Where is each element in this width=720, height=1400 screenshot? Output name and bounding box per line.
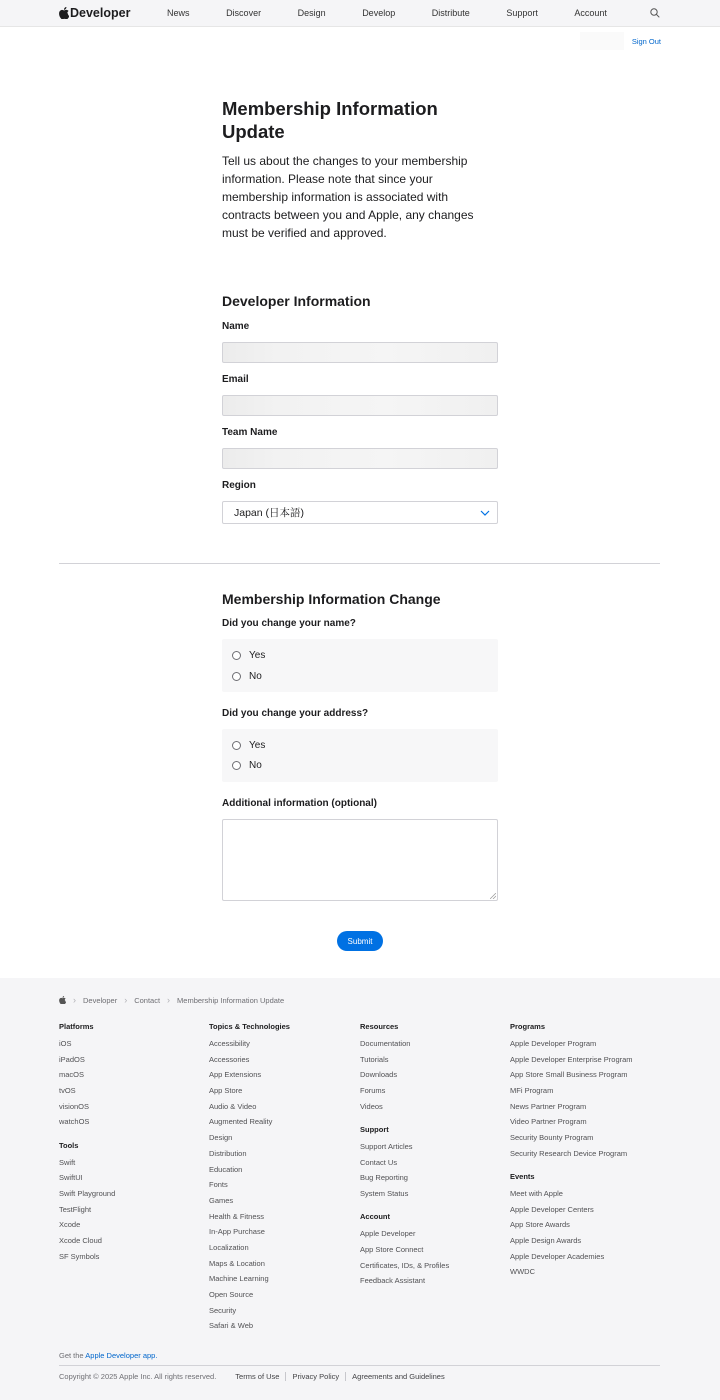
radio-button[interactable] bbox=[232, 741, 241, 750]
region-value: Japan (日本語) bbox=[234, 507, 305, 519]
nav-news[interactable]: News bbox=[167, 8, 190, 18]
radio-button[interactable] bbox=[232, 651, 241, 660]
footer-link[interactable]: Meet with Apple bbox=[510, 1189, 563, 1198]
footer-link[interactable]: Fonts bbox=[209, 1180, 228, 1190]
footer-link[interactable]: MFi Program bbox=[510, 1086, 554, 1096]
footer-link[interactable]: Tutorials bbox=[360, 1054, 389, 1064]
footer-link[interactable]: Design bbox=[209, 1133, 233, 1143]
team-name-label: Team Name bbox=[222, 427, 278, 438]
footer-link[interactable]: Games bbox=[209, 1195, 234, 1205]
footer-link[interactable]: In-App Purchase bbox=[209, 1227, 265, 1237]
name-field[interactable] bbox=[222, 342, 498, 363]
nav-discover[interactable]: Discover bbox=[226, 8, 262, 18]
footer-link[interactable]: macOS bbox=[59, 1070, 85, 1080]
chevron-down-icon bbox=[479, 507, 491, 519]
brand-label: Developer bbox=[70, 6, 131, 20]
footer-link[interactable]: Safari & Web bbox=[209, 1321, 254, 1331]
footer-link[interactable]: iOS bbox=[59, 1039, 72, 1048]
footer-link[interactable]: News Partner Program bbox=[510, 1101, 587, 1111]
chevron-right-icon: › bbox=[73, 995, 76, 1005]
membership-change-heading: Membership Information Change bbox=[222, 591, 441, 607]
footer-divider bbox=[59, 1365, 660, 1366]
footer-link[interactable]: TestFlight bbox=[59, 1204, 92, 1214]
footer-link[interactable]: SwiftUI bbox=[59, 1173, 83, 1183]
submit-button[interactable]: Submit bbox=[337, 931, 383, 951]
breadcrumb-contact[interactable]: Contact bbox=[134, 995, 161, 1005]
footer-column-topics bbox=[209, 1022, 290, 1336]
footer-link[interactable]: visionOS bbox=[59, 1101, 90, 1111]
footer-link[interactable]: App Store bbox=[209, 1086, 243, 1096]
address-change-yes-option[interactable] bbox=[232, 740, 265, 751]
chevron-right-icon: › bbox=[124, 995, 128, 1005]
footer-link[interactable]: Machine Learning bbox=[209, 1274, 269, 1284]
apple-logo-icon bbox=[59, 7, 69, 19]
footer-link[interactable]: Apple Developer Enterprise Program bbox=[510, 1054, 633, 1064]
nav-develop[interactable]: Develop bbox=[362, 8, 396, 18]
nav-distribute[interactable]: Distribute bbox=[431, 8, 470, 18]
chevron-right-icon: › bbox=[167, 995, 171, 1005]
footer-link[interactable]: Apple Developer Program bbox=[510, 1039, 597, 1048]
breadcrumb-developer[interactable]: Developer bbox=[83, 995, 118, 1005]
footer-link[interactable]: Forums bbox=[360, 1086, 386, 1096]
legal-bar bbox=[59, 1372, 451, 1381]
footer-heading-resources: Resources bbox=[360, 1022, 399, 1031]
radio-label: No bbox=[249, 760, 262, 771]
copyright: Copyright © 2025 Apple Inc. All rights reserved. bbox=[59, 1372, 217, 1381]
footer-column-programs bbox=[510, 1022, 633, 1282]
account-bar bbox=[580, 32, 661, 50]
footer-link[interactable]: iPadOS bbox=[59, 1054, 85, 1064]
footer-heading-account: Account bbox=[360, 1212, 390, 1222]
address-change-question: Did you change your address? bbox=[222, 708, 369, 719]
footer-link[interactable]: Localization bbox=[209, 1242, 249, 1252]
footer-link[interactable]: Videos bbox=[360, 1101, 383, 1111]
footer-link[interactable]: Bug Reporting bbox=[360, 1173, 408, 1183]
footer-link[interactable]: Support Articles bbox=[360, 1141, 413, 1151]
nav-account[interactable]: Account bbox=[574, 8, 607, 18]
footer-link[interactable]: Apple Design Awards bbox=[510, 1236, 582, 1246]
footer-link[interactable]: App Store Connect bbox=[360, 1244, 424, 1254]
footer-link[interactable]: watchOS bbox=[59, 1117, 90, 1127]
region-select[interactable] bbox=[222, 501, 498, 524]
agreements-link[interactable]: Agreements and Guidelines bbox=[345, 1372, 451, 1381]
footer-link[interactable]: Accessibility bbox=[209, 1039, 250, 1048]
footer bbox=[0, 978, 720, 1400]
footer-link[interactable]: System Status bbox=[360, 1189, 409, 1198]
name-change-no-option[interactable] bbox=[232, 671, 262, 682]
footer-link[interactable]: Security Research Device Program bbox=[510, 1148, 628, 1158]
footer-heading-support: Support bbox=[360, 1124, 389, 1134]
footer-link[interactable]: Documentation bbox=[360, 1039, 411, 1048]
footer-link[interactable]: Video Partner Program bbox=[510, 1117, 587, 1127]
footer-link[interactable]: Security Bounty Program bbox=[510, 1133, 594, 1143]
search-icon[interactable] bbox=[649, 7, 661, 19]
footer-link[interactable]: Apple Developer Centers bbox=[510, 1204, 594, 1214]
terms-of-use-link[interactable]: Terms of Use bbox=[235, 1372, 280, 1381]
address-change-radio-group bbox=[222, 729, 498, 782]
get-app-prefix: Get the bbox=[59, 1351, 84, 1360]
additional-info-textarea[interactable] bbox=[222, 819, 498, 901]
nav-design[interactable]: Design bbox=[297, 8, 326, 18]
footer-link[interactable]: Xcode Cloud bbox=[59, 1236, 102, 1246]
additional-info-label: Additional information (optional) bbox=[222, 798, 377, 809]
name-change-radio-group bbox=[222, 639, 498, 692]
footer-link[interactable]: Health & Fitness bbox=[209, 1211, 265, 1221]
footer-link[interactable]: Security bbox=[209, 1305, 237, 1315]
get-app-link[interactable]: Apple Developer app. bbox=[85, 1351, 158, 1360]
footer-link[interactable]: Swift Playground bbox=[59, 1189, 116, 1198]
name-change-yes-option[interactable] bbox=[232, 650, 265, 661]
footer-link[interactable]: Distribution bbox=[209, 1148, 247, 1158]
resize-grip-icon[interactable] bbox=[490, 893, 496, 899]
breadcrumb-current: Membership Information Update bbox=[177, 995, 285, 1005]
nav-support[interactable]: Support bbox=[506, 8, 538, 18]
page-title: Membership Information Update bbox=[222, 98, 438, 142]
footer-link[interactable]: Augmented Reality bbox=[209, 1117, 273, 1127]
region-label: Region bbox=[222, 480, 256, 491]
footer-link[interactable]: Apple Developer bbox=[360, 1229, 416, 1239]
footer-heading-platforms: Platforms bbox=[59, 1022, 94, 1031]
footer-heading-programs: Programs bbox=[510, 1022, 546, 1031]
account-name-placeholder bbox=[580, 32, 624, 50]
radio-label: No bbox=[249, 671, 262, 682]
section-divider bbox=[59, 563, 660, 564]
footer-link[interactable]: Certificates, IDs, & Profiles bbox=[360, 1260, 450, 1270]
footer-column-resources bbox=[360, 1022, 449, 1291]
footer-link[interactable]: Feedback Assistant bbox=[360, 1276, 426, 1286]
address-change-no-option[interactable] bbox=[232, 760, 262, 771]
developer-home-link[interactable] bbox=[59, 6, 167, 20]
footer-link[interactable]: App Store Awards bbox=[510, 1220, 570, 1230]
footer-link[interactable]: Contact Us bbox=[360, 1157, 398, 1167]
footer-heading-tools: Tools bbox=[59, 1140, 79, 1150]
privacy-policy-link[interactable]: Privacy Policy bbox=[285, 1372, 345, 1381]
footer-link[interactable]: Open Source bbox=[209, 1290, 254, 1299]
radio-label: Yes bbox=[249, 650, 266, 661]
footer-link[interactable]: Xcode bbox=[59, 1220, 81, 1230]
name-change-question: Did you change your name? bbox=[222, 618, 356, 629]
footer-link[interactable]: App Extensions bbox=[209, 1070, 262, 1080]
developer-info-heading: Developer Information bbox=[222, 293, 371, 309]
email-label: Email bbox=[222, 374, 249, 385]
get-app-line bbox=[59, 1351, 157, 1360]
radio-button[interactable] bbox=[232, 761, 241, 770]
footer-link[interactable]: Swift bbox=[59, 1157, 76, 1167]
global-nav bbox=[0, 0, 720, 27]
footer-heading-topics: Topics & Technologies bbox=[209, 1022, 290, 1031]
footer-link[interactable]: Apple Developer Academies bbox=[510, 1251, 605, 1261]
radio-button[interactable] bbox=[232, 672, 241, 681]
intro-text: Tell us about the changes to your membership information. Please note that since your membership information is associated with contracts between you and Apple, any changes must be verified and approved. bbox=[222, 154, 474, 240]
email-field[interactable] bbox=[222, 395, 498, 416]
radio-label: Yes bbox=[249, 740, 266, 751]
footer-link[interactable]: App Store Small Business Program bbox=[510, 1070, 628, 1080]
footer-link[interactable]: Accessories bbox=[209, 1054, 250, 1064]
footer-link[interactable]: Maps & Location bbox=[209, 1258, 265, 1268]
footer-link[interactable]: Audio & Video bbox=[209, 1101, 257, 1111]
apple-logo-icon[interactable] bbox=[59, 996, 66, 1004]
footer-column-platforms-tools bbox=[59, 1022, 115, 1266]
name-label: Name bbox=[222, 321, 250, 332]
team-name-field[interactable] bbox=[222, 448, 498, 469]
footer-link[interactable]: Education bbox=[209, 1164, 243, 1174]
footer-link[interactable]: SF Symbols bbox=[59, 1251, 100, 1261]
footer-link[interactable]: Downloads bbox=[360, 1070, 398, 1080]
footer-link[interactable]: tvOS bbox=[59, 1086, 76, 1096]
breadcrumb bbox=[59, 995, 284, 1005]
footer-heading-events: Events bbox=[510, 1172, 535, 1181]
footer-link[interactable]: WWDC bbox=[510, 1267, 535, 1277]
nav-links bbox=[167, 8, 607, 18]
sign-out-link[interactable]: Sign Out bbox=[631, 36, 661, 46]
